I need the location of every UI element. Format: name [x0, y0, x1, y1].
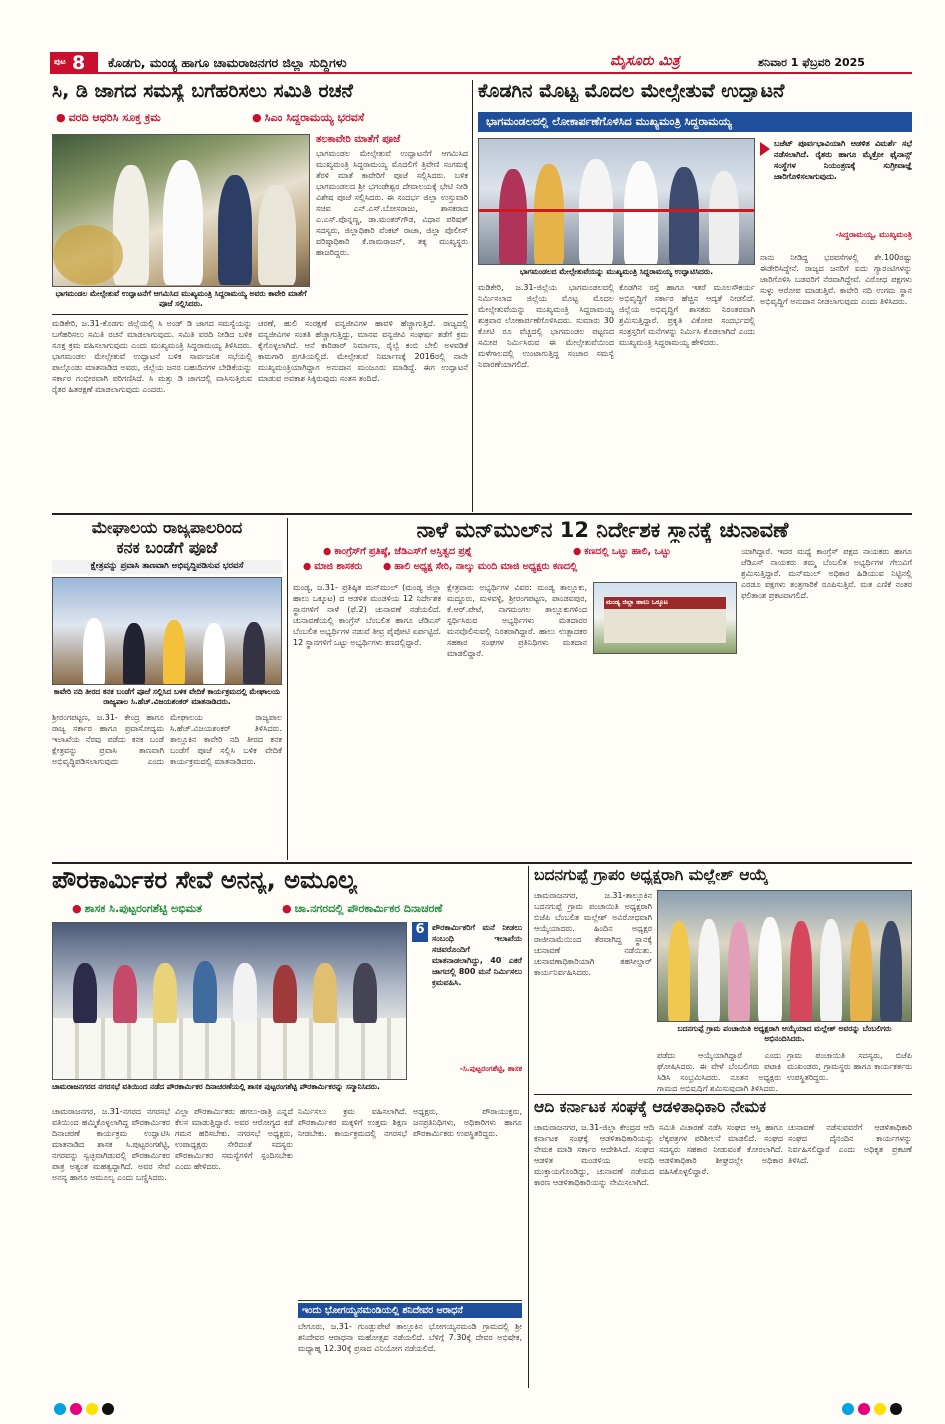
story5-quote-box	[412, 922, 522, 1080]
section-divider-3	[534, 1094, 912, 1095]
story2-body-c: ನಾನು ನೀಡಿದ್ದ ಭರವಸೆಗಳಲ್ಲಿ ಶೇ.100ರಷ್ಟು ಈಡೇರಿಸಿದ್ದೇನೆ. ರಾಜ್ಯದ ಜನರಿಗೆ ಐದು ಗ್ಯಾರಂಟಿಗಳನ್ನು ಜಾರಿಗೊಳಿಸಿ ಬಡವರಿಗೆ ನೆರವಾಗಿದ್ದೇವೆ. ವಿರೋಧ ಪಕ್ಷಗಳು ಸುಳ್ಳು ಆರೋಪ ಮಾಡುತ್ತಿವೆ. ಕಾವೇರಿ ನದಿ ಉಗಮ ಸ್ಥಾನ ಅಭಿವೃದ್ಧಿಗೆ ಅನುದಾನ ನೀಡಲಾಗುವುದು ಎಂದು ತಿಳಿಸಿದರು.	[760, 253, 912, 306]
story4-headline: ನಾಳೆ ಮನ್‌ಮುಲ್‌ನ 12 ನಿರ್ದೇಶಕ ಸ್ಥಾನಕ್ಕೆ ಚುನಾವಣೆ	[416, 518, 789, 542]
story7-headline: ಆದಿ ಕರ್ನಾಟಕ ಸಂಘಕ್ಕೆ ಆಡಳಿತಾಧಿಕಾರಿ ನೇಮಕ	[534, 1098, 767, 1116]
story5-caption: ಚಾಮರಾಜನಗರದ ನಗರಸಭೆ ವತಿಯಿಂದ ನಡೆದ ಪೌರಕಾರ್ಮಿಕರ ದಿನಾಚರಣೆಯಲ್ಲಿ ಶಾಸಕ ಪುಟ್ಟರಂಗಶೆಟ್ಟಿ ಪೌರಕಾರ್ಮಿಕರನ್ನು ಸನ್ಮಾನಿಸಿದರು.	[52, 1082, 380, 1091]
story5-quote-attribution: -ಸಿ.ಪುಟ್ಟರಂಗಶೆಟ್ಟಿ, ಶಾಸಕ	[459, 1064, 522, 1073]
story5-body-a: ಚಾಮರಾಜನಗರ, ಜ.31-ನಗರದ ನಗರಸಭೆ ವತಿಯಿಂದ ಹಮ್ಮಿಕೊಳ್ಳಲಾಗಿದ್ದ ಪೌರಕಾರ್ಮಿಕರ ದಿನಾಚರಣೆ ಕಾರ್ಯಕ್ರಮ ಉದ್ಘಾಟಿಸಿ ಮಾತನಾಡಿದ ಶಾಸಕ ಸಿ.ಪುಟ್ಟರಂಗಶೆಟ್ಟಿ, ನಗರವನ್ನು ಸ್ವಚ್ಛವಾಗಿಡುವಲ್ಲಿ ಪೌರಕಾರ್ಮಿಕರ ಪಾತ್ರ ಅತ್ಯಂತ ಮಹತ್ವದ್ದಾಗಿದೆ. ಅವರ ಸೇವೆ ಅನನ್ಯ ಹಾಗೂ ಅಮೂಲ್ಯ ಎಂದು ಬಣ್ಣಿಸಿದರು.	[52, 1107, 170, 1182]
story4-bullet-2: ● ಕಣದಲ್ಲಿ ಒಟ್ಟು ಹಾಲಿ, ಒಟ್ಟು	[573, 546, 671, 557]
quote-arrow-icon	[760, 142, 770, 156]
story2-body-a: ಮಡಿಕೇರಿ, ಜ.31-ಜಿಲ್ಲೆಯ ಭಾಗಮಂಡಲದಲ್ಲಿ ನಿರ್ಮಿಸಲಾದ ಜಿಲ್ಲೆಯ ಮೊಟ್ಟ ಮೊದಲ ಮೇಲ್ಸೇತುವೆಯನ್ನು ಮುಖ್ಯಮಂತ್ರಿ ಸಿದ್ದರಾಮಯ್ಯ ಶುಕ್ರವಾರ ಲೋಕಾರ್ಪಣೆಗೊಳಿಸಿದರು. ಸುಮಾರು 30 ಕೋಟಿ ರೂ ವೆಚ್ಚದಲ್ಲಿ ಭಾಗಮಂಡಲ ಪಟ್ಟಣದ ಸಮೀಪ ನಿರ್ಮಿಸಿರುವ ಈ ಮೇಲ್ಸೇತುವೆಯಿಂದ ಮಳೆಗಾಲದಲ್ಲಿ ಉಂಟಾಗುತ್ತಿದ್ದ ಸಂಚಾರ ಸಮಸ್ಯೆ ನಿವಾರಣೆಯಾಗಲಿದೆ.	[478, 283, 614, 369]
story4-photo	[593, 582, 737, 654]
story6-photo	[657, 890, 912, 1022]
story2-quote: ಬಜೆಟ್ ಪೂರ್ವಭಾವಿಯಾಗಿ ಆಡಳಿತ ವಿಮರ್ಶೆ ಸಭೆ ನಡೆಸಲಾಗಿದೆ. ರೈತರು ಹಾಗೂ ಮೈಕ್ರೋ ಫೈನಾನ್ಸ್ ಸಂಸ್ಥೆಗಳ ನಿಯಂತ್ರಣಕ್ಕೆ ಸುಗ್ರೀವಾಜ್ಞೆ ಜಾರಿಗೊಳಿಸಲಾಗುವುದು.	[774, 139, 912, 181]
story3-photo	[52, 577, 282, 685]
story5-photo	[52, 922, 407, 1080]
story1-divider	[52, 314, 468, 315]
story4-photo-block	[447, 582, 735, 860]
masthead	[50, 52, 912, 74]
column-divider-mid	[287, 518, 288, 860]
notice-box	[298, 1300, 522, 1388]
story1-sidebar-heading: ತಲಕಾವೇರಿ ಮಾತೆಗೆ ಪೂಜೆ	[316, 134, 401, 145]
story6-body-c: ಗ್ರಾಮ ಪಂಚಾಯಿತಿ ಸದಸ್ಯರು, ಬಿಜೆಪಿ ಮುಖಂಡರು, ಗ್ರಾಮಸ್ಥರು ಹಾಗೂ ಕಾರ್ಯಕರ್ತರು ಉಪಸ್ಥಿತರಿದ್ದರು.	[787, 1051, 912, 1082]
registration-marks-right	[840, 1400, 904, 1414]
notice-headline: ಇಂದು ಭೋಗಯ್ಯನಮಂಡಿಯಲ್ಲಿ ಶನಿದೇವರ ಆರಾಧನೆ	[298, 1303, 522, 1318]
story5-quote: ಪೌರಕಾರ್ಮಿಕರಿಗೆ ಮನೆ ನೀಡಲು ಸಂಬಂಧಿ ಇಲಾಖೆಯ ಸಚಿವರೊಂದಿಗೆ ಮಾತನಾಡಲಾಗಿದ್ದು, 40 ಎಕರೆ ಜಾಗದಲ್ಲಿ 800 ಮನೆ ನಿರ್ಮಿಸಲು ಕ್ರಮವಹಿಸಿ.	[432, 923, 522, 987]
column-divider-bottom	[528, 866, 529, 1388]
story1-body-left: ಮಡಿಕೇರಿ, ಜ.31-ಕೊಡಗು ಜಿಲ್ಲೆಯಲ್ಲಿ ಸಿ ಅಂಡ್ ಡಿ ಜಾಗದ ಸಮಸ್ಯೆಯನ್ನು ಬಗೆಹರಿಸಲು ಸಮಿತಿ ರಚನೆ ಮಾಡಲಾಗುವುದು. ಸಮಿತಿ ವರದಿ ನೀಡಿದ ಬಳಿಕ ಸೂಕ್ತ ಕ್ರಮ ವಹಿಸಲಾಗುವುದು ಎಂದು ಮುಖ್ಯಮಂತ್ರಿ ಸಿದ್ದರಾಮಯ್ಯ ತಿಳಿಸಿದರು. ಭಾಗಮಂಡಲ ಮೇಲ್ಸೇತುವೆ ಉದ್ಘಾಟನೆ ಬಳಿಕ ಸಾರ್ವಜನಿಕ ಸಭೆಯಲ್ಲಿ ಪಾಲ್ಗೊಂಡು ಮಾತನಾಡಿದ ಅವರು, ಜಿಲ್ಲೆಯ ಜನರ ಬಹುದಿನಗಳ ಬೇಡಿಕೆಯನ್ನು ಸರ್ಕಾರ ಗಂಭೀರವಾಗಿ ಪರಿಗಣಿಸಿದೆ. ಸಿ ಮತ್ತು ಡಿ ಜಾಗದಲ್ಲಿ ವಾಸಿಸುತ್ತಿರುವ ರೈತರ ಹಿತರಕ್ಷಣೆ ಮಾಡಲಾಗುವುದು ಎಂದರು.	[52, 319, 252, 394]
story7-body-c: ಚುನಾವಣೆ ನಡೆಸುವವರೆಗೆ ಆಡಳಿತಾಧಿಕಾರಿ ಸಂಘದ ದೈನಂದಿನ ಕಾರ್ಯಗಳನ್ನು ನಿರ್ವಹಿಸಲಿದ್ದಾರೆ ಎಂದು ಅಧಿಕೃತ ಪ್ರಕಟಣೆ ತಿಳಿಸಿದೆ.	[788, 1123, 912, 1165]
story4-bullet-4: ● ಹಾಲಿ ಅಧ್ಯಕ್ಷ ಸೇರಿ, ನಾಲ್ಕು ಮಂದಿ ಮಾಜಿ ಅಧ್ಯಕ್ಷರು ಕಣದಲ್ಲಿ	[383, 561, 577, 572]
story2-quote-box	[760, 138, 912, 248]
story6-headline: ಬದನಗುಪ್ಪೆ ಗ್ರಾಪಂ ಅಧ್ಯಕ್ಷರಾಗಿ ಮಲ್ಲೇಶ್ ಆಯ್ಕೆ	[534, 866, 769, 884]
story1-bullet-1: ● ವರದಿ ಆಧರಿಸಿ ಸೂಕ್ತ ಕ್ರಮ	[56, 111, 161, 125]
story3-headline-2: ಕನಕ ಬಂಡೆಗೆ ಪೂಜೆ	[116, 538, 218, 557]
story4-bullet-1: ● ಕಾಂಗ್ರೆಸ್‌ಗೆ ಪ್ರತಿಷ್ಠೆ, ಜೆಡಿಎಸ್‌ಗೆ ಅಸ್ತಿತ್ವದ ಪ್ರಶ್ನೆ	[323, 546, 472, 557]
issue-date: ಶನಿವಾರ 1 ಫೆಬ್ರವರಿ 2025	[758, 56, 865, 69]
story2-headline: ಕೊಡಗಿನ ಮೊಟ್ಟ ಮೊದಲ ಮೇಲ್ಸೇತುವೆ ಉದ್ಘಾಟನೆ	[478, 80, 785, 102]
story3-caption: ಕಾವೇರಿ ನದಿ ತೀರದ ಕನಕ ಬಂಡೆಗೆ ಪೂಜೆ ಸಲ್ಲಿಸಿದ ಬಳಿಕ ವೇದಿಕೆ ಕಾರ್ಯಕ್ರಮದಲ್ಲಿ ಮೇಘಾಲಯ ರಾಜ್ಯಪಾಲ ಸಿ.ಹೆಚ್.ವಿಜಯಶಂಕರ್ ಮಾತನಾಡಿದರು.	[53, 687, 281, 706]
story3-headline-1: ಮೇಘಾಲಯ ರಾಜ್ಯಪಾಲರಿಂದ	[91, 518, 243, 537]
story4-body-a: ಮಂಡ್ಯ, ಜ.31- ಪ್ರತಿಷ್ಠಿತ ಮನ್‌ಮುಲ್ (ಮಂಡ್ಯ ಜಿಲ್ಲಾ ಹಾಲು ಒಕ್ಕೂಟ) ದ ಆಡಳಿತ ಮಂಡಳಿಯ 12 ನಿರ್ದೇಶಕ ಸ್ಥಾನಗಳಿಗೆ ನಾಳೆ (ಫೆ.2) ಚುನಾವಣೆ ನಡೆಯಲಿದೆ. ಚುನಾವಣೆಯಲ್ಲಿ ಕಾಂಗ್ರೆಸ್ ಬೆಂಬಲಿತ ಹಾಗೂ ಜೆಡಿಎಸ್ ಬೆಂಬಲಿತ ಅಭ್ಯರ್ಥಿಗಳ ನಡುವೆ ತೀವ್ರ ಪೈಪೋಟಿ ಏರ್ಪಟ್ಟಿದೆ. 12 ಸ್ಥಾನಗಳಿಗೆ ಒಟ್ಟು ಅಭ್ಯರ್ಥಿಗಳು ಕಣದಲ್ಲಿದ್ದಾರೆ.	[293, 583, 441, 647]
column-divider-top	[472, 80, 473, 512]
story1-photo	[52, 134, 310, 287]
section-divider-1	[52, 513, 912, 515]
story4-bullets	[293, 546, 735, 578]
story5-bullets	[52, 902, 522, 918]
story5-body-c: ನಿರ್ಮಿಸಲು ಕ್ರಮ ವಹಿಸಲಾಗಿದೆ. ಪೌರಕಾರ್ಮಿಕರ ಮಕ್ಕಳಿಗೆ ಉತ್ತಮ ಶಿಕ್ಷಣ ನೀಡಬೇಕು. ಕಾರ್ಯಕ್ರಮದಲ್ಲಿ ನಗರಸಭೆ ಅಧ್ಯಕ್ಷರು, ಪೌರಾಯುಕ್ತರು, ಜನಪ್ರತಿನಿಧಿಗಳು, ಅಧಿಕಾರಿಗಳು ಹಾಗೂ ಪೌರಕಾರ್ಮಿಕರು ಉಪಸ್ಥಿತರಿದ್ದರು.	[298, 1107, 522, 1138]
story2-subhead: ಭಾಗಮಂಡಲದಲ್ಲಿ ಲೋಕಾರ್ಪಣೆಗೊಳಿಸಿದ ಮುಖ್ಯಮಂತ್ರಿ ಸಿದ್ದರಾಮಯ್ಯ	[486, 115, 732, 128]
story5-quote-number: 6	[412, 922, 428, 942]
story1-headline: ಸಿ, ಡಿ ಜಾಗದ ಸಮಸ್ಯೆ ಬಗೆಹರಿಸಲು ಸಮಿತಿ ರಚನೆ	[52, 80, 353, 102]
page-label: ಪುಟ	[54, 57, 66, 66]
story7-body-b: ಸಮಿತಿ ವಿಚಾರಣೆ ನಡೆಸಿ ಸಂಘದ ಆಸ್ತಿ ಹಾಗೂ ಲೆಕ್ಕಪತ್ರಗಳ ಪರಿಶೀಲನೆ ಮಾಡಲಿದೆ. ಸಂಘದ ಸದಸ್ಯರು ಸಹಕಾರ ನೀಡುವಂತೆ ಕೋರಲಾಗಿದೆ. ಆಡಳಿತಾಧಿಕಾರಿ ಶೀಘ್ರದಲ್ಲೇ ಅಧಿಕಾರ ವಹಿಸಿಕೊಳ್ಳಲಿದ್ದಾರೆ.	[659, 1123, 783, 1176]
story7-body-a: ಚಾಮರಾಜನಗರ, ಜ.31-ಜಿಲ್ಲಾ ಕೇಂದ್ರದ ಆದಿ ಕರ್ನಾಟಕ ಸಂಘಕ್ಕೆ ಆಡಳಿತಾಧಿಕಾರಿಯನ್ನು ನೇಮಕ ಮಾಡಿ ಸರ್ಕಾರ ಆದೇಶಿಸಿದೆ. ಸಂಘದ ಆಡಳಿತ ಮಂಡಳಿಯ ಅವಧಿ ಮುಕ್ತಾಯಗೊಂಡಿದ್ದು, ಚುನಾವಣೆ ನಡೆಯದ ಕಾರಣ ಆಡಳಿತಾಧಿಕಾರಿಯನ್ನು ನೇಮಿಸಲಾಗಿದೆ.	[534, 1123, 654, 1187]
story3-subhead: ಕ್ಷೇತ್ರವನ್ನು ಪ್ರವಾಸಿ ತಾಣವಾಗಿ ಅಭಿವೃದ್ಧಿಪಡಿಸುವ ಭರವಸೆ	[90, 561, 244, 571]
story2-body-b: ಕೊಡಗಿನ ರಸ್ತೆ ಹಾಗೂ ಇತರೆ ಮೂಲಸೌಕರ್ಯ ಅಭಿವೃದ್ಧಿಗೆ ಸರ್ಕಾರ ಹೆಚ್ಚಿನ ಆದ್ಯತೆ ನೀಡಲಿದೆ. ಜಿಲ್ಲೆಯ ಅಭಿವೃದ್ಧಿಗೆ ಶಾಸಕರು ನಿರಂತರವಾಗಿ ಶ್ರಮಿಸುತ್ತಿದ್ದಾರೆ. ಪ್ರಕೃತಿ ವಿಕೋಪ ಸಂದರ್ಭದಲ್ಲಿ ಸಂತ್ರಸ್ತರಿಗೆ ಮನೆಗಳನ್ನು ನಿರ್ಮಿಸಿ ಕೊಡಲಾಗಿದೆ ಎಂದು ಮುಖ್ಯಮಂತ್ರಿ ಸಿದ್ದರಾಮಯ್ಯ ಹೇಳಿದರು.	[619, 283, 755, 347]
page-number: 8	[72, 52, 86, 74]
section-title: ಕೊಡಗು, ಮಂಡ್ಯ ಹಾಗೂ ಚಾಮರಾಜನಗರ ಜಿಲ್ಲಾ ಸುದ್ದಿಗಳು	[108, 55, 347, 70]
story4-bullet-3: ● ಮಾಜಿ ಶಾಸಕರು	[303, 561, 362, 572]
story4-body-b: ಕ್ಷೇತ್ರವಾರು ಅಭ್ಯರ್ಥಿಗಳ ವಿವರ: ಮಂಡ್ಯ ತಾಲ್ಲೂಕು, ಮದ್ದೂರು, ಮಳವಳ್ಳಿ, ಶ್ರೀರಂಗಪಟ್ಟಣ, ಪಾಂಡವಪುರ, ಕೆ.ಆರ್.ಪೇಟೆ, ನಾಗಮಂಗಲ ತಾಲ್ಲೂಕುಗಳಿಂದ ಸ್ಪರ್ಧಿಸಿರುವ ಅಭ್ಯರ್ಥಿಗಳು ಮತದಾರರ ಮನವೊಲಿಸುವಲ್ಲಿ ನಿರತರಾಗಿದ್ದಾರೆ. ಹಾಲು ಉತ್ಪಾದಕರ ಸಹಕಾರ ಸಂಘಗಳ ಪ್ರತಿನಿಧಿಗಳು ಮತದಾನ ಮಾಡಲಿದ್ದಾರೆ.	[447, 583, 587, 658]
story2-photo	[478, 138, 755, 265]
story1-body-right: ಚರಣೆ, ಹುಲಿ ಸಂರಕ್ಷಣೆ ವನ್ಯಜೀವಿಗಳ ಹಾವಳಿ ಹೆಚ್ಚಾಗುತ್ತಿದೆ. ರಾಜ್ಯದಲ್ಲಿ ವನ್ಯಜೀವಿಗಳ ಸಂತತಿ ಹೆಚ್ಚಾಗುತ್ತಿದ್ದು, ಮಾನವ ವನ್ಯಜೀವಿ ಸಂಘರ್ಷ ತಡೆಗೆ ಕ್ರಮ ಕೈಗೊಳ್ಳಲಾಗಿದೆ. ಆನೆ ಕಾರಿಡಾರ್ ನಿರ್ಮಾಣ, ರೈಲ್ವೆ ಕಂಬಿ ಬೇಲಿ ಅಳವಡಿಕೆ ಕಾಮಗಾರಿ ಪ್ರಗತಿಯಲ್ಲಿದೆ. ಮೇಲ್ಸೇತುವೆ ನಿರ್ಮಾಣಕ್ಕೆ 2016ರಲ್ಲಿ ನಾನೇ ಮುಖ್ಯಮಂತ್ರಿಯಾಗಿದ್ದಾಗ ಅನುದಾನ ಮಂಜೂರು ಮಾಡಿದ್ದೆ. ಈಗ ಉದ್ಘಾಟನೆ ಮಾಡುವ ಅವಕಾಶ ಸಿಕ್ಕಿರುವುದು ಸಂತಸ ತಂದಿದೆ.	[258, 319, 468, 383]
notice-body: ಬೇಗೂರು, ಜ.31- ಗುಂಡ್ಲುಪೇಟೆ ತಾಲ್ಲೂಕಿನ ಭೋಗಯ್ಯನಮಂಡಿ ಗ್ರಾಮದಲ್ಲಿ ಶ್ರೀ ಶನಿದೇವರ ಆರಾಧನಾ ಮಹೋತ್ಸವ ನಡೆಯಲಿದೆ. ಬೆಳಿಗ್ಗೆ 7.30ಕ್ಕೆ ದೇವರ ಅಭಿಷೇಕ, ಮಧ್ಯಾಹ್ನ 12.30ಕ್ಕೆ ಪ್ರಸಾದ ವಿನಿಯೋಗ ನಡೆಯಲಿದೆ.	[298, 1322, 522, 1353]
story1-caption: ಭಾಗಮಂಡಲ ಮೇಲ್ಸೇತುವೆ ಉದ್ಘಾಟನೆಗೆ ಆಗಮಿಸಿದ ಮುಖ್ಯಮಂತ್ರಿ ಸಿದ್ದರಾಮಯ್ಯ ಅವರು ಕಾವೇರಿ ಮಾತೆಗೆ ಪೂಜೆ ಸಲ್ಲಿಸಿದರು.	[55, 289, 307, 308]
story3-subhead-bar	[52, 560, 282, 574]
story2-caption: ಭಾಗಮಂಡಲದ ಮೇಲ್ಸೇತುವೆಯನ್ನು ಮುಖ್ಯಮಂತ್ರಿ ಸಿದ್ದರಾಮಯ್ಯ ಉದ್ಘಾಟಿಸಿದರು.	[519, 267, 714, 276]
story5-bullet-2: ● ಚಾ.ನಗರದಲ್ಲಿ ಪೌರಕಾರ್ಮಿಕರ ದಿನಾಚರಣೆ	[282, 902, 442, 916]
story1-sidebar	[316, 134, 468, 312]
story2-quote-attribution: -ಸಿದ್ದರಾಮಯ್ಯ, ಮುಖ್ಯಮಂತ್ರಿ	[835, 230, 912, 239]
story5-bullet-1: ● ಶಾಸಕ ಸಿ.ಪುಟ್ಟರಂಗಶೆಟ್ಟಿ ಅಭಿಮತ	[72, 902, 202, 916]
story6-body-b: ಪಡೆದು ಆಯ್ಕೆಯಾಗಿದ್ದಾರೆ ಎಂದು ಘೋಷಿಸಿದರು. ಈ ವೇಳೆ ಬೆಂಬಲಿಗರು ಪಟಾಕಿ ಸಿಡಿಸಿ ಸಂಭ್ರಮಿಸಿದರು. ನೂತನ ಅಧ್ಯಕ್ಷರು ಗ್ರಾಮದ ಅಭಿವೃದ್ಧಿಗೆ ಶ್ರಮಿಸುವುದಾಗಿ ತಿಳಿಸಿದರು.	[657, 1051, 781, 1092]
section-divider-2	[52, 862, 912, 864]
story2-subhead-bar	[478, 112, 912, 132]
story1-sidebar-body: ಭಾಗಮಂಡಲ ಮೇಲ್ಸೇತುವೆ ಉದ್ಘಾಟನೆಗೆ ಆಗಮಿಸಿದ ಮುಖ್ಯಮಂತ್ರಿ ಸಿದ್ದರಾಮಯ್ಯ ಮೊದಲಿಗೆ ತ್ರಿವೇಣಿ ಸಂಗಮಕ್ಕೆ ತೆರಳಿ ಮಾತೆ ಕಾವೇರಿಗೆ ಪೂಜೆ ಸಲ್ಲಿಸಿದರು. ಬಳಿಕ ಭಾಗಮಂಡಲದ ಶ್ರೀ ಭಗಂಡೇಶ್ವರ ದೇವಾಲಯಕ್ಕೆ ಭೇಟಿ ನೀಡಿ ವಿಶೇಷ ಪೂಜೆ ಸಲ್ಲಿಸಿದರು. ಈ ಸಂದರ್ಭ ಜಿಲ್ಲಾ ಉಸ್ತುವಾರಿ ಸಚಿವ ಎನ್.ಎಸ್.ಬೋಸರಾಜು, ಶಾಸಕರಾದ ಎ.ಎಸ್.ಪೊನ್ನಣ್ಣ, ಡಾ.ಮಂತರ್‌ಗೌಡ, ವಿಧಾನ ಪರಿಷತ್ ಸದಸ್ಯರು, ಜಿಲ್ಲಾಧಿಕಾರಿ ವೆಂಕಟ್ ರಾಜಾ, ಜಿಲ್ಲಾ ಪೊಲೀಸ್ ವರಿಷ್ಠಾಧಿಕಾರಿ ಕೆ.ರಾಮರಾಜನ್, ತಕ್ಕ ಮುಖ್ಯಸ್ಥರು ಹಾಜರಿದ್ದರು.	[316, 149, 468, 257]
paper-name: ಮೈಸೂರು ಮಿತ್ರ	[610, 53, 680, 69]
story1-bullets	[52, 110, 468, 128]
story6-caption: ಬದನಗುಪ್ಪೆ ಗ್ರಾಮ ಪಂಚಾಯಿತಿ ಅಧ್ಯಕ್ಷರಾಗಿ ಆಯ್ಕೆಯಾದ ಮಲ್ಲೇಶ್ ಅವರನ್ನು ಬೆಂಬಲಿಗರು ಅಭಿನಂದಿಸಿದರು.	[677, 1024, 892, 1043]
story6-body-a: ಚಾಮರಾಜನಗರ, ಜ.31-ತಾಲ್ಲೂಕಿನ ಬದನಗುಪ್ಪೆ ಗ್ರಾಮ ಪಂಚಾಯಿತಿ ಅಧ್ಯಕ್ಷರಾಗಿ ಬಿಜೆಪಿ ಬೆಂಬಲಿತ ಮಲ್ಲೇಶ್ ಅವಿರೋಧವಾಗಿ ಆಯ್ಕೆಯಾದರು. ಹಿಂದಿನ ಅಧ್ಯಕ್ಷರ ರಾಜೀನಾಮೆಯಿಂದ ತೆರವಾಗಿದ್ದ ಸ್ಥಾನಕ್ಕೆ ಚುನಾವಣೆ ನಡೆಯಿತು. ಚುನಾವಣಾಧಿಕಾರಿಯಾಗಿ ತಹಸೀಲ್ದಾರ್ ಕಾರ್ಯನಿರ್ವಹಿಸಿದರು.	[534, 891, 652, 977]
page-number-badge	[50, 52, 98, 73]
story1-bullet-2: ● ಸಿಎಂ ಸಿದ್ದರಾಮಯ್ಯ ಭರವಸೆ	[252, 111, 364, 125]
registration-marks-left	[52, 1400, 116, 1414]
story4-body-c: ಯಾಗಿದ್ದಾರೆ. ಇದರ ಮಧ್ಯೆ ಕಾಂಗ್ರೆಸ್ ಪಕ್ಷದ ನಾಯಕರು ಹಾಗೂ ಜೆಡಿಎಸ್ ನಾಯಕರು ತಮ್ಮ ಬೆಂಬಲಿತ ಅಭ್ಯರ್ಥಿಗಳ ಗೆಲುವಿಗೆ ಶ್ರಮಿಸುತ್ತಿದ್ದಾರೆ. ಮನ್‌ಮುಲ್ ಅಧಿಕಾರ ಹಿಡಿಯುವ ನಿಟ್ಟಿನಲ್ಲಿ ಎರಡೂ ಪಕ್ಷಗಳು ತಂತ್ರಗಾರಿಕೆ ರೂಪಿಸುತ್ತಿವೆ. ಮತ ಎಣಿಕೆ ನಂತರ ಫಲಿತಾಂಶ ಪ್ರಕಟವಾಗಲಿದೆ.	[741, 547, 912, 600]
story4-photo-label: ಮಂಡ್ಯ ಜಿಲ್ಲಾ ಹಾಲು ಒಕ್ಕೂಟ	[606, 598, 668, 606]
story5-body-b: ವಿಲ್ಲಾ ಪೌರಕಾರ್ಮಿಕರು ಹಗಲು-ರಾತ್ರಿ ಎನ್ನದೆ ಕೆಲಸ ಮಾಡುತ್ತಿದ್ದಾರೆ. ಅವರ ಆರೋಗ್ಯದ ಕಡೆ ಗಮನ ಹರಿಸಬೇಕು. ನಗರಸಭೆ ಅಧ್ಯಕ್ಷರು, ಉಪಾಧ್ಯಕ್ಷರು ಸೇರಿದಂತೆ ಸದಸ್ಯರು ಪೌರಕಾರ್ಮಿಕರ ಸಮಸ್ಯೆಗಳಿಗೆ ಸ್ಪಂದಿಸಬೇಕು ಎಂದು ಹೇಳಿದರು.	[175, 1107, 293, 1171]
story5-headline: ಪೌರಕಾರ್ಮಿಕರ ಸೇವೆ ಅನನ್ಯ, ಅಮೂಲ್ಯ	[52, 866, 357, 894]
story3-body: ಶ್ರೀರಂಗಪಟ್ಟಣ, ಜ.31- ಕೇಂದ್ರ ಹಾಗೂ ರಾಜ್ಯ ಸರ್ಕಾರ ಹಾಗೂ ಪ್ರವಾಸೋದ್ಯಮ ಇಲಾಖೆಯ ನೆರವು ಪಡೆದು ಕನಕ ಬಂಡೆ ಕ್ಷೇತ್ರವನ್ನು ಪ್ರವಾಸಿ ತಾಣವಾಗಿ ಅಭಿವೃದ್ಧಿಪಡಿಸಲಾಗುವುದು ಎಂದು ಮೇಘಾಲಯ ರಾಜ್ಯಪಾಲ ಸಿ.ಹೆಚ್.ವಿಜಯಶಂಕರ್ ತಿಳಿಸಿದರು. ತಾಲ್ಲೂಕಿನ ಕಾವೇರಿ ನದಿ ತೀರದ ಕನಕ ಬಂಡೆಗೆ ಪೂಜೆ ಸಲ್ಲಿಸಿ ಬಳಿಕ ವೇದಿಕೆ ಕಾರ್ಯಕ್ರಮದಲ್ಲಿ ಮಾತನಾಡಿದರು.	[52, 713, 282, 766]
